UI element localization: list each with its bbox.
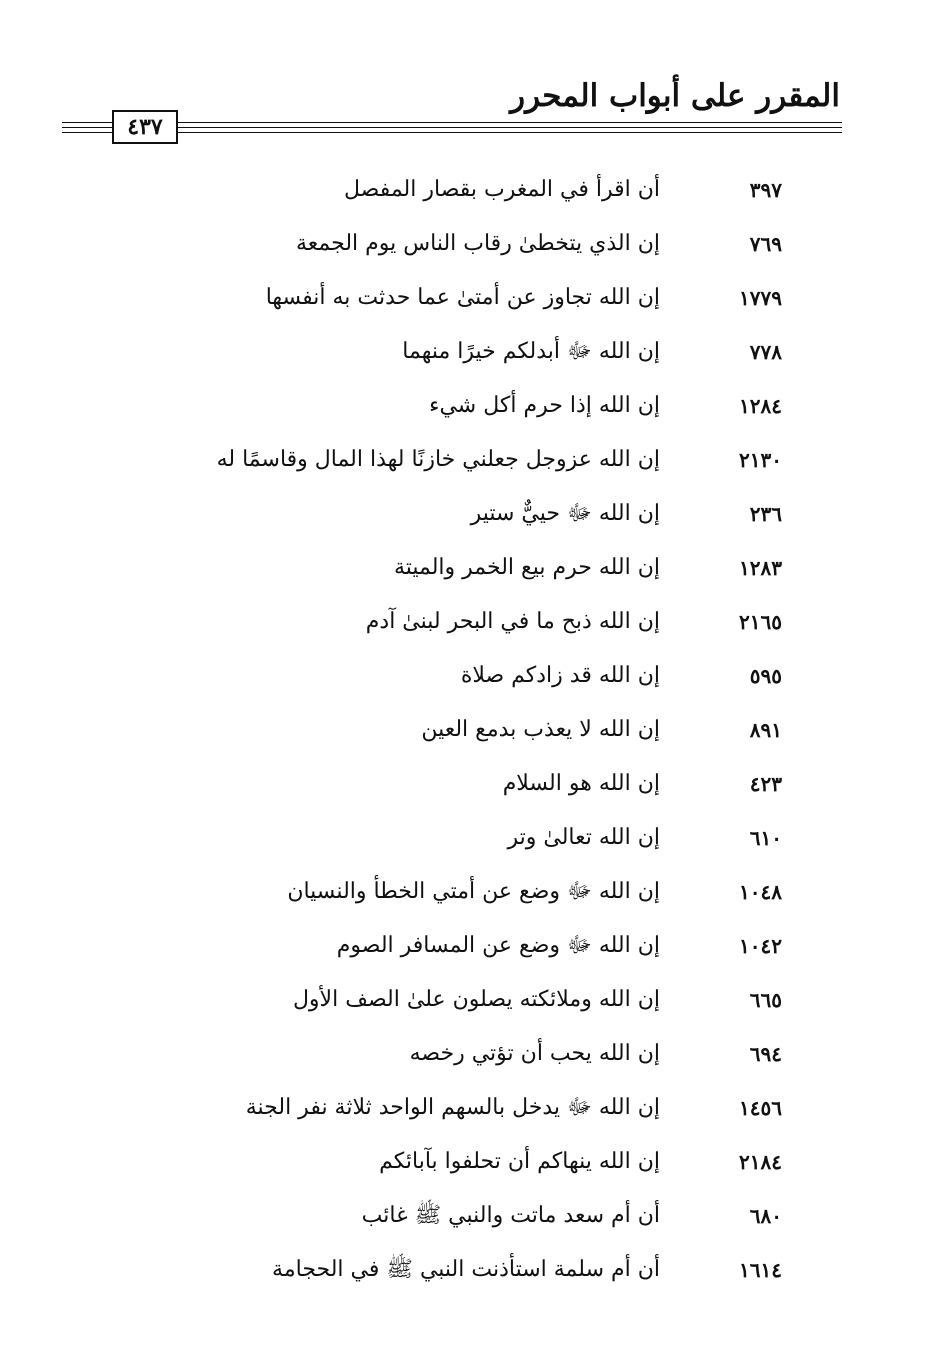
entry-text: إن الله ﷻ أبدلكم خيرًا منهما [402,339,660,364]
index-entry [0,278,928,318]
entry-text: إن الله يحب أن تؤتي رخصه [409,1041,660,1066]
entry-text: إن الله حرم بيع الخمر والميتة [393,555,660,580]
entry-text: إن الله ﷻ يدخل بالسهم الواحد ثلاثة نفر الجنة [245,1095,660,1120]
entry-number: ١٢٨٣ [739,556,782,580]
index-entry [0,548,928,588]
index-entry [0,170,928,210]
entry-number: ٦٩٤ [749,1042,782,1066]
entry-number: ١٤٥٦ [739,1096,782,1120]
entry-number: ١٦١٤ [739,1258,782,1282]
entry-text: أن أم سعد ماتت والنبي ﷺ غائب [361,1203,660,1228]
entry-text: إن الله ينهاكم أن تحلفوا بآبائكم [379,1149,660,1174]
index-entry [0,224,928,264]
index-entry [0,764,928,804]
entry-text: إن الله قد زادكم صلاة [460,663,660,688]
entry-number: ٤٢٣ [749,772,782,796]
entry-number: ٧٧٨ [749,340,782,364]
entry-number: ٢١٨٤ [739,1150,782,1174]
entry-number: ٨٩١ [749,718,782,742]
entry-number: ١٢٨٤ [739,394,782,418]
entry-number: ٢٣٦ [749,502,782,526]
index-entry [0,332,928,372]
entry-number: ٦٦٥ [749,988,782,1012]
entry-number: ١٧٧٩ [739,286,782,310]
index-entry [0,656,928,696]
entry-text: إن الله وملائكته يصلون علىٰ الصف الأول [292,987,660,1012]
index-entry [0,386,928,426]
index-entry [0,980,928,1020]
entry-text: إن الله تعالىٰ وتر [507,825,660,850]
index-entry [0,602,928,642]
entry-text: أن اقرأ في المغرب بقصار المفصل [343,177,660,202]
entry-text: أن أم سلمة استأذنت النبي ﷺ في الحجامة [272,1257,660,1282]
entry-number: ١٠٤٨ [739,880,782,904]
entry-text: إن الذي يتخطىٰ رقاب الناس يوم الجمعة [296,231,660,256]
index-entry [0,494,928,534]
entry-number: ٦١٠ [749,826,782,850]
index-entry [0,440,928,480]
page-number: ٤٣٧ [112,110,178,144]
index-entry [0,926,928,966]
entry-number: ٣٩٧ [749,178,782,202]
entry-number: ٢١٦٥ [739,610,782,634]
entry-number: ٥٩٥ [749,664,782,688]
entry-text: إن الله هو السلام [502,771,660,796]
entry-text: إن الله ﷻ وضع عن أمتي الخطأ والنسيان [287,879,660,904]
entry-text: إن الله ﷻ حييٌّ ستير [470,501,660,526]
index-entry [0,872,928,912]
entry-text: إن الله ذبح ما في البحر لبنىٰ آدم [365,609,660,634]
index-entry [0,710,928,750]
index-entry [0,1250,928,1290]
entry-text: إن الله ﷻ وضع عن المسافر الصوم [336,933,660,958]
running-title: المقرر على أبواب المحرر [510,78,840,114]
index-entry [0,1142,928,1182]
index-entry [0,818,928,858]
entry-number: ٧٦٩ [749,232,782,256]
entry-text: إن الله عزوجل جعلني خازنًا لهذا المال وقاسمًا له [216,447,660,472]
index-entry [0,1034,928,1074]
index-entry [0,1196,928,1236]
entry-number: ١٠٤٢ [739,934,782,958]
entry-number: ٦٨٠ [749,1204,782,1228]
entry-number: ٢١٣٠ [739,448,782,472]
index-entry [0,1088,928,1128]
entry-text: إن الله تجاوز عن أمتىٰ عما حدثت به أنفسها [265,285,660,310]
entry-text: إن الله لا يعذب بدمع العين [421,717,660,742]
entry-text: إن الله إذا حرم أكل شيء [429,393,660,418]
